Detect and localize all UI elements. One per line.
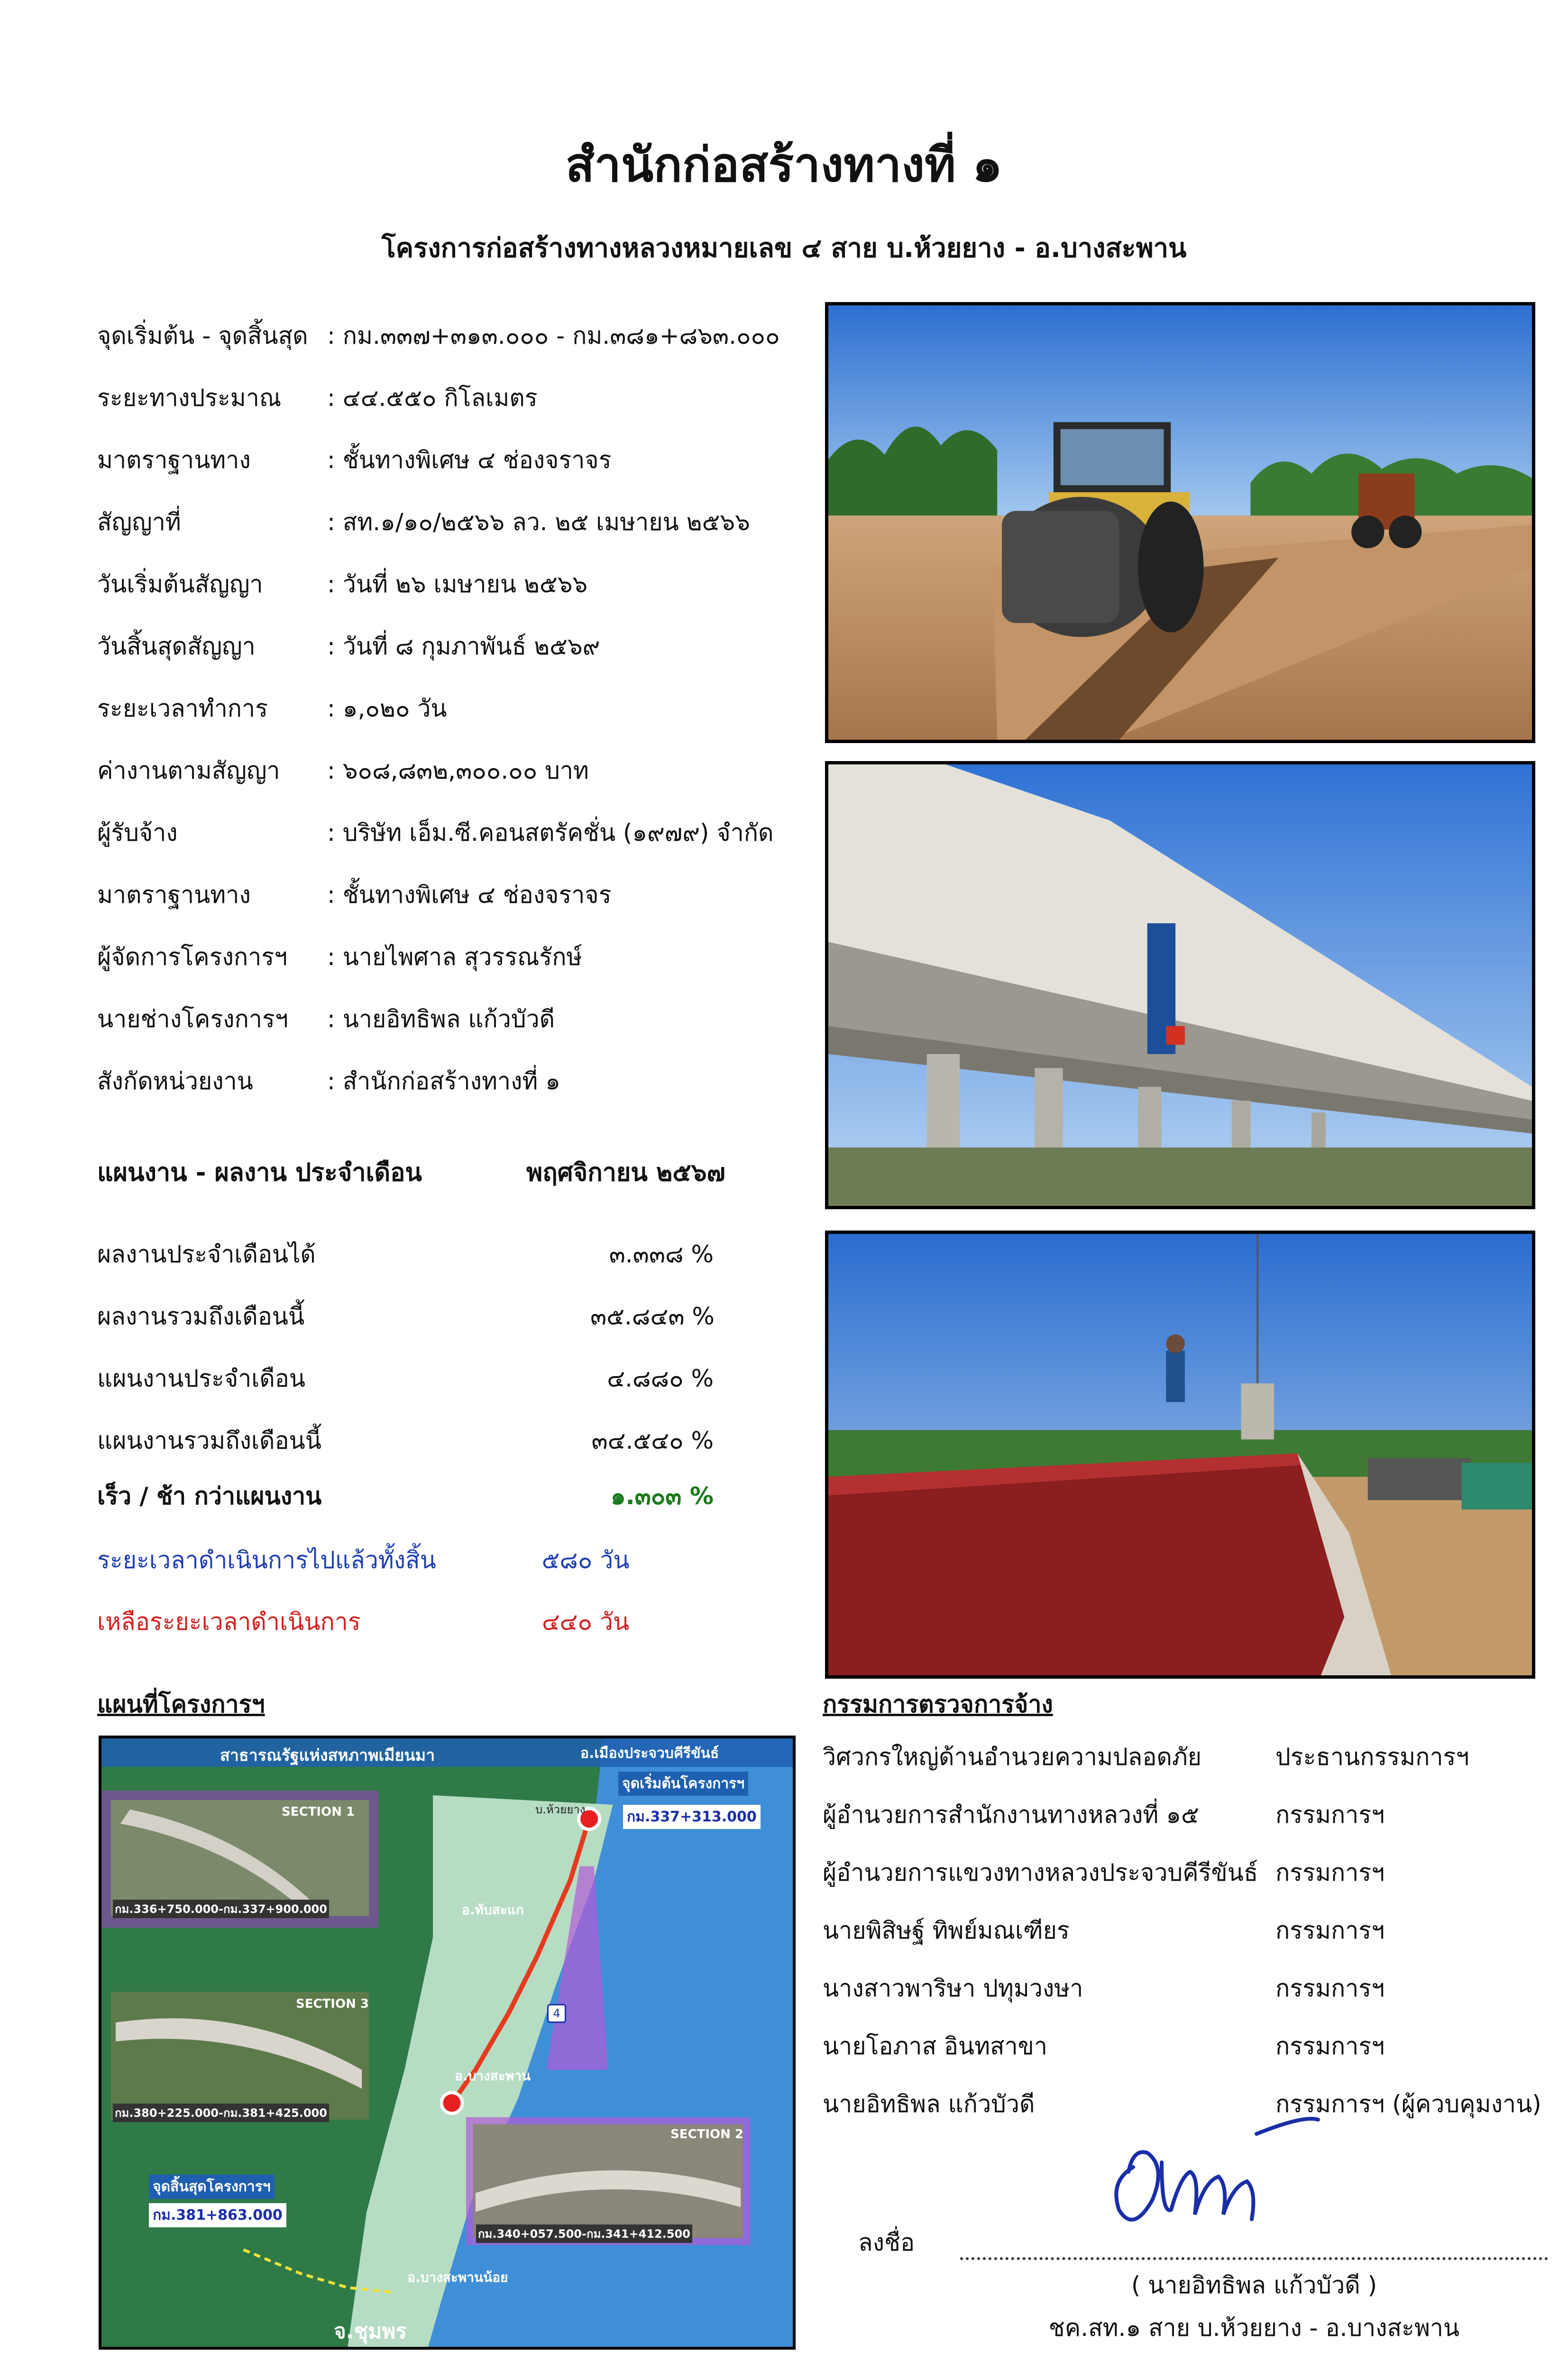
progress-row-elapsed [97, 1539, 714, 1581]
info-label: วันสิ้นสุดสัญญา [97, 633, 256, 660]
progress-value: ๓๔.๕๔๐ % [591, 1427, 714, 1454]
route-shield-icon: 4 [547, 2004, 566, 2023]
progress-month: พฤศจิกายน ๒๕๖๗ [526, 1158, 725, 1187]
info-value: : นายอิทธิพล แก้วบัวดี [327, 1005, 555, 1033]
committee-member-name: วิศวกรใหญ่ด้านอำนวยความปลอดภัย [823, 1743, 1202, 1771]
progress-row-remaining [97, 1600, 714, 1643]
progress-row-monthly-result [97, 1233, 714, 1276]
info-value: : สท.๑/๑๐/๒๕๖๖ ลว. ๒๕ เมษายน ๒๕๖๖ [327, 508, 750, 536]
info-value: : บริษัท เอ็ม.ซี.คอนสตรัคชั่น (๑๙๗๙) จำกัด [327, 819, 774, 846]
map-bang-saphan: อ.บางสะพาน [455, 2068, 531, 2084]
progress-value: ๑.๓๐๓ % [610, 1482, 714, 1510]
progress-label: เร็ว / ช้า กว่าแผนงาน [97, 1482, 322, 1510]
progress-heading [97, 1152, 761, 1192]
progress-label: แผนงานประจำเดือน [97, 1365, 305, 1392]
photo-elevated-bridge [825, 761, 1535, 1209]
committee-member-name: นางสาวพาริษา ปทุมวงษา [823, 1975, 1083, 2002]
committee-member [823, 1969, 1553, 2007]
info-label: สังกัดหน่วยงาน [97, 1067, 253, 1095]
committee-member-name: นายโอภาส อินทสาขา [823, 2032, 1047, 2060]
info-value: : ๔๔.๕๕๐ กิโลเมตร [327, 384, 538, 412]
info-label: ระยะเวลาทำการ [97, 695, 268, 722]
info-label: สัญญาที่ [97, 508, 181, 536]
info-label: ระยะทางประมาณ [97, 384, 282, 412]
info-row-contract-no [97, 503, 808, 541]
committee-member-role: กรรมการฯ (ผู้ควบคุมงาน) [1275, 2090, 1541, 2118]
signature-label: ลงชื่อ [858, 2229, 915, 2256]
info-row-contract-end [97, 627, 808, 665]
progress-label: ผลงานรวมถึงเดือนนี้ [97, 1303, 305, 1330]
info-row-unit [97, 1062, 808, 1100]
committee-heading: กรรมการตรวจการจ้าง [823, 1691, 1053, 1718]
signature-name: ( นายอิทธิพล แก้วบัวดี ) [1131, 2271, 1377, 2299]
info-value: : สำนักก่อสร้างทางที่ ๑ [327, 1067, 560, 1095]
progress-value: ๔.๘๘๐ % [607, 1365, 714, 1392]
map-start-label: จุดเริ่มต้นโครงการฯ [618, 1772, 748, 1796]
section2-title: SECTION 2 [670, 2127, 743, 2141]
photo-road-roller [825, 302, 1535, 743]
section3-km: กม.380+225.000-กม.381+425.000 [113, 2104, 329, 2122]
committee-member-name: ผู้อำนวยการแขวงทางหลวงประจวบคีรีขันธ์ [823, 1859, 1258, 1886]
info-row-standard-2 [97, 876, 808, 914]
info-value: : ๖๐๘,๘๓๒,๓๐๐.๐๐ บาท [327, 757, 589, 784]
committee-member [823, 1796, 1553, 1834]
signature-line [960, 2257, 1548, 2260]
map-heading: แผนที่โครงการฯ [97, 1691, 265, 1718]
committee-member [823, 1738, 1553, 1776]
map-chumphon: จ.ชุมพร [334, 2319, 407, 2343]
progress-value: ๓๕.๘๔๓ % [590, 1303, 715, 1330]
info-row-contract-value [97, 752, 808, 790]
map-start-km: กม.337+313.000 [623, 1805, 761, 1829]
committee-member-role: ประธานกรรมการฯ [1275, 1743, 1469, 1771]
info-label: ผู้จัดการโครงการฯ [97, 943, 288, 971]
info-value: : นายไพศาล สุวรรณรักษ์ [327, 943, 582, 971]
info-value: : วันที่ ๘ กุมภาพันธ์ ๒๕๖๙ [327, 633, 600, 660]
progress-label: ระยะเวลาดำเนินการไปแล้วทั้งสิ้น [97, 1546, 436, 1574]
committee-member-name: นายพิสิษฐ์ ทิพย์มณเฑียร [823, 1917, 1070, 1944]
info-value: : กม.๓๓๗+๓๑๓.๐๐๐ - กม.๓๘๑+๘๖๓.๐๐๐ [327, 322, 780, 349]
progress-row-speed [97, 1475, 714, 1517]
progress-label: ผลงานประจำเดือนได้ [97, 1241, 316, 1268]
committee-member-name: นายอิทธิพล แก้วบัวดี [823, 2090, 1035, 2118]
info-row-contractor [97, 814, 808, 852]
map-country-label: สาธารณรัฐแห่งสหภาพเมียนมา [220, 1746, 435, 1765]
committee-member [823, 1912, 1553, 1949]
progress-label: แผนงานรวมถึงเดือนนี้ [97, 1427, 321, 1454]
map-province-top: อ.เมืองประจวบคีรีขันธ์ [580, 1745, 719, 1762]
info-row-start-end [97, 317, 808, 355]
info-label: ผู้รับจ้าง [97, 819, 178, 846]
info-label: ค่างานตามสัญญา [97, 757, 280, 784]
section2-km: กม.340+057.500-กม.341+412.500 [476, 2224, 692, 2243]
project-subtitle: โครงการก่อสร้างทางหลวงหมายเลข ๔ สาย บ.ห้วยยาง - อ.บางสะพาน [381, 233, 1187, 264]
progress-row-monthly-plan [97, 1357, 714, 1400]
project-map [99, 1736, 796, 2350]
map-thap-sakae: อ.ทับสะแก [462, 1902, 524, 1918]
info-row-contract-start [97, 565, 808, 603]
committee-member [823, 2027, 1553, 2065]
section1-km: กม.336+750.000-กม.337+900.000 [113, 1900, 329, 1918]
progress-value: ๔๔๐ วัน [541, 1608, 630, 1636]
info-row-standard [97, 441, 808, 479]
info-row-duration [97, 689, 808, 727]
info-label: มาตราฐานทาง [97, 881, 251, 909]
progress-label: เหลือระยะเวลาดำเนินการ [97, 1608, 361, 1636]
map-bang-saphan-noi: อ.บางสะพานน้อย [407, 2270, 508, 2285]
committee-member [823, 1854, 1553, 1892]
committee-member-role: กรรมการฯ [1275, 2032, 1385, 2060]
section3-title: SECTION 3 [296, 1997, 369, 2011]
progress-value: ๕๘๐ วัน [541, 1546, 630, 1574]
signature-scribble [1091, 2105, 1337, 2243]
info-label: นายช่างโครงการฯ [97, 1005, 288, 1033]
progress-heading-label: แผนงาน - ผลงาน ประจำเดือน [97, 1158, 422, 1187]
info-row-project-engineer [97, 1000, 808, 1038]
map-huai-yang: บ.ห้วยยาง [535, 1803, 586, 1816]
progress-row-cumulative-result [97, 1295, 714, 1338]
info-value: : ชั้นทางพิเศษ ๔ ช่องจราจร [327, 446, 612, 474]
info-row-project-manager [97, 938, 808, 976]
info-label: มาตราฐานทาง [97, 446, 251, 474]
signature-unit: ชค.สท.๑ สาย บ.ห้วยยาง - อ.บางสะพาน [1048, 2314, 1460, 2342]
section1-title: SECTION 1 [282, 1805, 355, 1819]
info-value: : ชั้นทางพิเศษ ๔ ช่องจราจร [327, 881, 612, 909]
progress-row-cumulative-plan [97, 1419, 714, 1462]
info-value: : วันที่ ๒๖ เมษายน ๒๕๖๖ [327, 570, 588, 598]
map-end-label: จุดสิ้นสุดโครงการฯ [149, 2175, 275, 2199]
info-label: วันเริ่มต้นสัญญา [97, 570, 263, 598]
photo-formwork-workers [825, 1231, 1535, 1679]
page-title: สำนักก่อสร้างทางที่ ๑ [565, 137, 1003, 193]
map-end-km: กม.381+863.000 [149, 2203, 286, 2227]
info-label: จุดเริ่มต้น - จุดสิ้นสุด [97, 322, 308, 349]
info-value: : ๑,๐๒๐ วัน [327, 695, 447, 722]
committee-member-role: กรรมการฯ [1275, 1859, 1385, 1886]
committee-member-role: กรรมการฯ [1275, 1801, 1385, 1829]
committee-member-role: กรรมการฯ [1275, 1917, 1385, 1944]
info-row-distance [97, 379, 808, 417]
progress-value: ๓.๓๓๘ % [609, 1241, 714, 1268]
committee-member-name: ผู้อำนวยการสำนักงานทางหลวงที่ ๑๕ [823, 1801, 1199, 1829]
committee-member-role: กรรมการฯ [1275, 1975, 1385, 2002]
